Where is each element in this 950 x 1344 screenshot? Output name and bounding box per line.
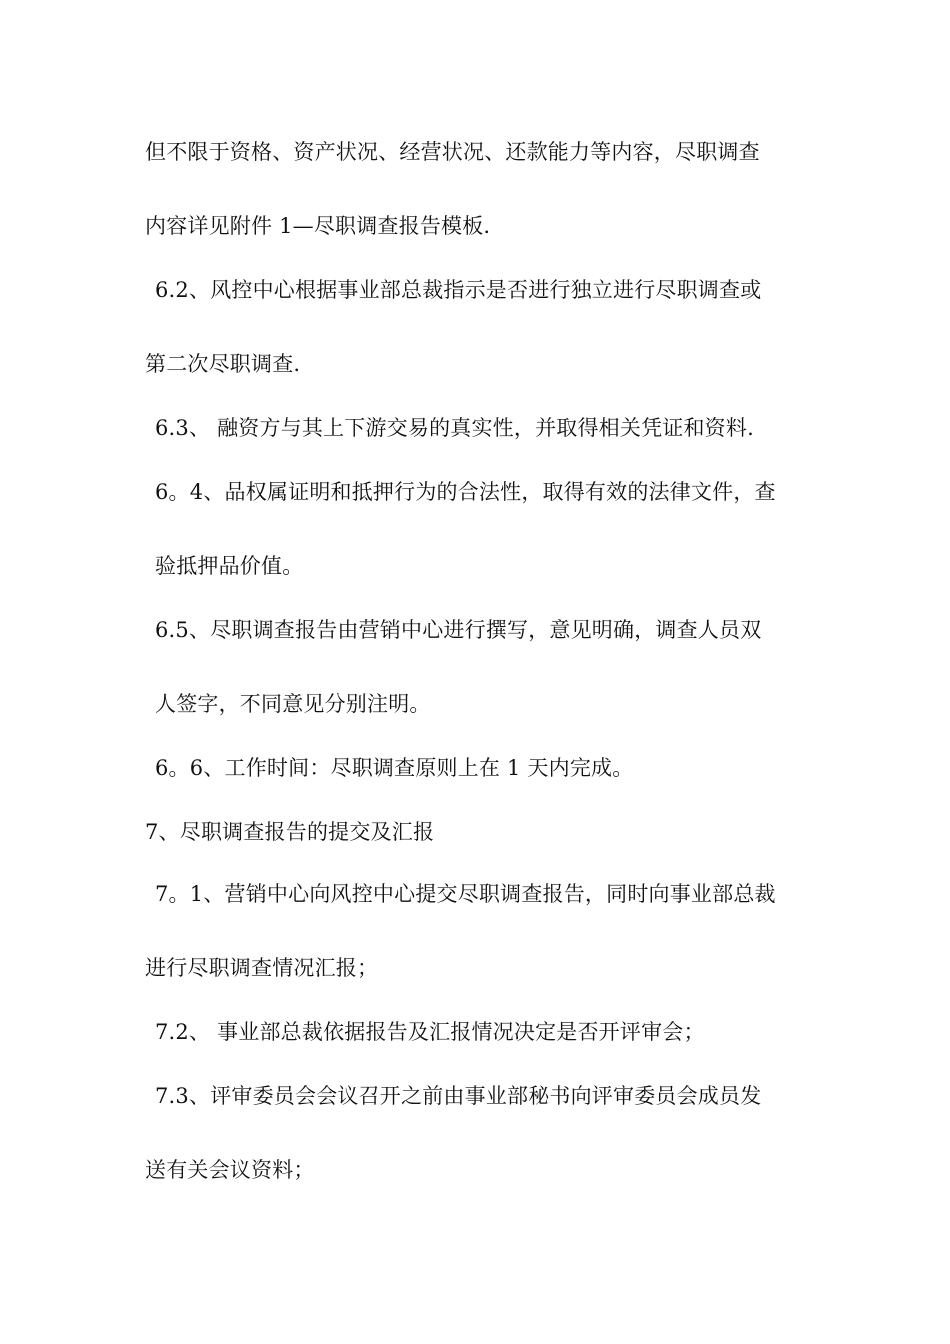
- paragraph-line: 6。6、工作时间：尽职调查原则上在 1 天内完成。: [155, 756, 634, 780]
- paragraph-line: 7.3、评审委员会会议召开之前由事业部秘书向评审委员会成员发: [155, 1084, 762, 1108]
- paragraph-line: 但不限于资格、资产状况、经营状况、还款能力等内容，尽职调查: [145, 140, 760, 164]
- paragraph-line: 6.3、 融资方与其上下游交易的真实性，并取得相关凭证和资料.: [155, 416, 754, 440]
- section-heading: 7、尽职调查报告的提交及汇报: [145, 820, 435, 844]
- paragraph-line: 内容详见附件 1—尽职调查报告模板.: [145, 214, 491, 238]
- paragraph-line: 7.2、 事业部总裁依据报告及汇报情况决定是否开评审会；: [155, 1020, 705, 1044]
- paragraph-line: 7。1、营销中心向风控中心提交尽职调查报告，同时向事业部总裁: [155, 882, 776, 906]
- paragraph-line: 验抵押品价值。: [155, 554, 304, 578]
- paragraph-line: 进行尽职调查情况汇报；: [145, 956, 379, 980]
- paragraph-line: 第二次尽职调查.: [145, 352, 301, 376]
- paragraph-line: 6。4、品权属证明和抵押行为的合法性，取得有效的法律文件，查: [155, 480, 776, 504]
- paragraph-line: 6.5、尽职调查报告由营销中心进行撰写，意见明确，调查人员双: [155, 618, 762, 642]
- paragraph-line: 送有关会议资料；: [145, 1158, 315, 1182]
- paragraph-line: 人签字，不同意见分别注明。: [155, 692, 431, 716]
- paragraph-line: 6.2、风控中心根据事业部总裁指示是否进行独立进行尽职调查或: [155, 278, 762, 302]
